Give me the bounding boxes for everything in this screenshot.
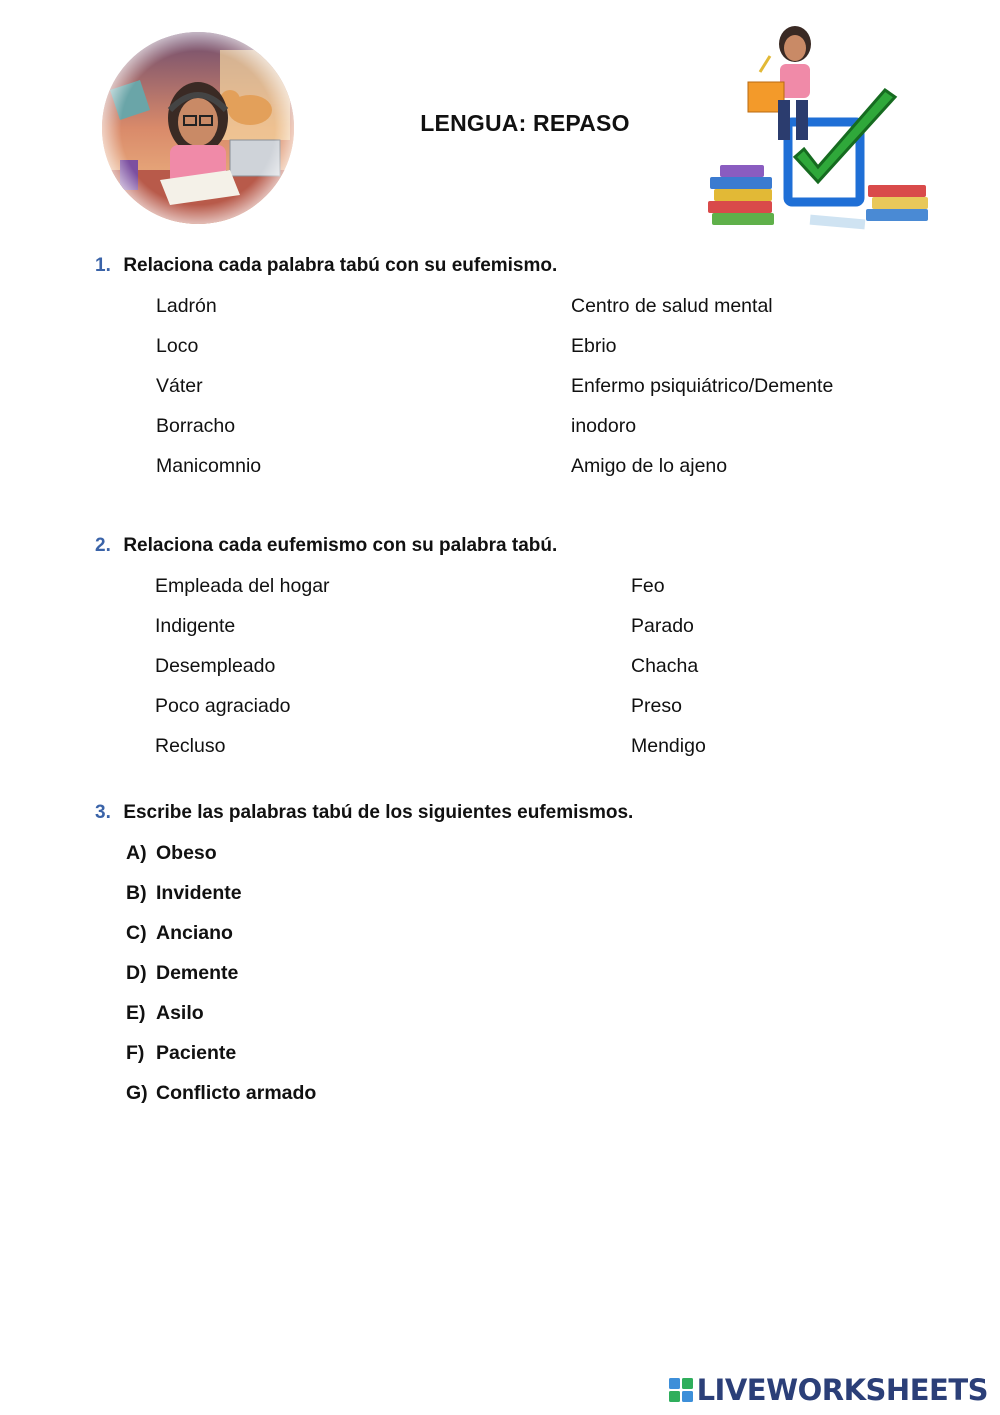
q2-right-item[interactable]: Feo — [631, 575, 665, 597]
q3-item-text: Invidente — [156, 882, 242, 904]
q2-left-item[interactable]: Recluso — [155, 735, 226, 757]
q3-item-letter: C) — [126, 922, 147, 944]
q3-item-letter: E) — [126, 1002, 146, 1024]
q1-right-item[interactable]: Enfermo psiquiátrico/Demente — [571, 375, 834, 397]
question-3 — [95, 802, 633, 824]
question-3-number: 3. — [95, 802, 111, 823]
question-2-number: 2. — [95, 535, 111, 556]
checkmark-books-image — [700, 22, 935, 244]
q3-item-letter: D) — [126, 962, 147, 984]
q3-item-text: Conflicto armado — [156, 1082, 317, 1104]
q2-left-item[interactable]: Empleada del hogar — [155, 575, 330, 597]
liveworksheets-brand-text: LIVEWORKSHEETS — [696, 1373, 988, 1407]
q2-right-item[interactable]: Chacha — [631, 655, 699, 677]
liveworksheets-grid-icon — [669, 1378, 693, 1402]
avatar-desk-image — [100, 30, 296, 226]
q3-item[interactable] — [126, 1082, 317, 1105]
q3-item[interactable] — [126, 1042, 237, 1065]
question-2-prompt: Relaciona cada eufemismo con su palabra tabú. — [123, 535, 558, 556]
q3-item-text: Anciano — [156, 922, 233, 944]
q2-right-item[interactable]: Mendigo — [631, 735, 706, 757]
question-3-prompt: Escribe las palabras tabú de los siguientes eufemismos. — [123, 802, 634, 823]
q1-right-item[interactable]: Centro de salud mental — [571, 295, 773, 317]
q1-left-item[interactable]: Ladrón — [156, 295, 217, 317]
q1-right-item[interactable]: Amigo de lo ajeno — [571, 455, 728, 477]
q1-right-item[interactable]: Ebrio — [571, 335, 617, 357]
q2-right-item[interactable]: Preso — [631, 695, 682, 717]
question-1-prompt: Relaciona cada palabra tabú con su eufemismo. — [123, 255, 558, 276]
q3-item[interactable] — [126, 1002, 204, 1025]
q3-item-letter: A) — [126, 842, 147, 864]
q3-item-text: Paciente — [156, 1042, 237, 1064]
page-title: LENGUA: REPASO — [420, 110, 630, 136]
q1-right-item[interactable]: inodoro — [571, 415, 637, 437]
q3-item-text: Demente — [156, 962, 239, 984]
q3-item-letter: B) — [126, 882, 147, 904]
q2-right-item[interactable]: Parado — [631, 615, 694, 637]
q2-left-item[interactable]: Indigente — [155, 615, 236, 637]
q3-item-text: Asilo — [156, 1002, 204, 1024]
question-1-number: 1. — [95, 255, 111, 276]
q1-left-item[interactable]: Borracho — [156, 415, 236, 437]
q1-left-item[interactable]: Manicomnio — [156, 455, 262, 477]
q3-item-text: Obeso — [156, 842, 217, 864]
q3-item[interactable] — [126, 882, 242, 905]
q2-left-item[interactable]: Poco agraciado — [155, 695, 291, 717]
question-1 — [95, 255, 557, 277]
q3-item[interactable] — [126, 962, 239, 985]
q1-left-item[interactable]: Váter — [156, 375, 203, 397]
liveworksheets-logo[interactable] — [669, 1373, 988, 1407]
q1-left-item[interactable]: Loco — [156, 335, 199, 357]
q3-item-letter: G) — [126, 1082, 148, 1104]
q3-item[interactable] — [126, 922, 233, 945]
question-2 — [95, 535, 557, 557]
q3-item[interactable] — [126, 842, 217, 865]
q2-left-item[interactable]: Desempleado — [155, 655, 276, 677]
q3-item-letter: F) — [126, 1042, 145, 1064]
